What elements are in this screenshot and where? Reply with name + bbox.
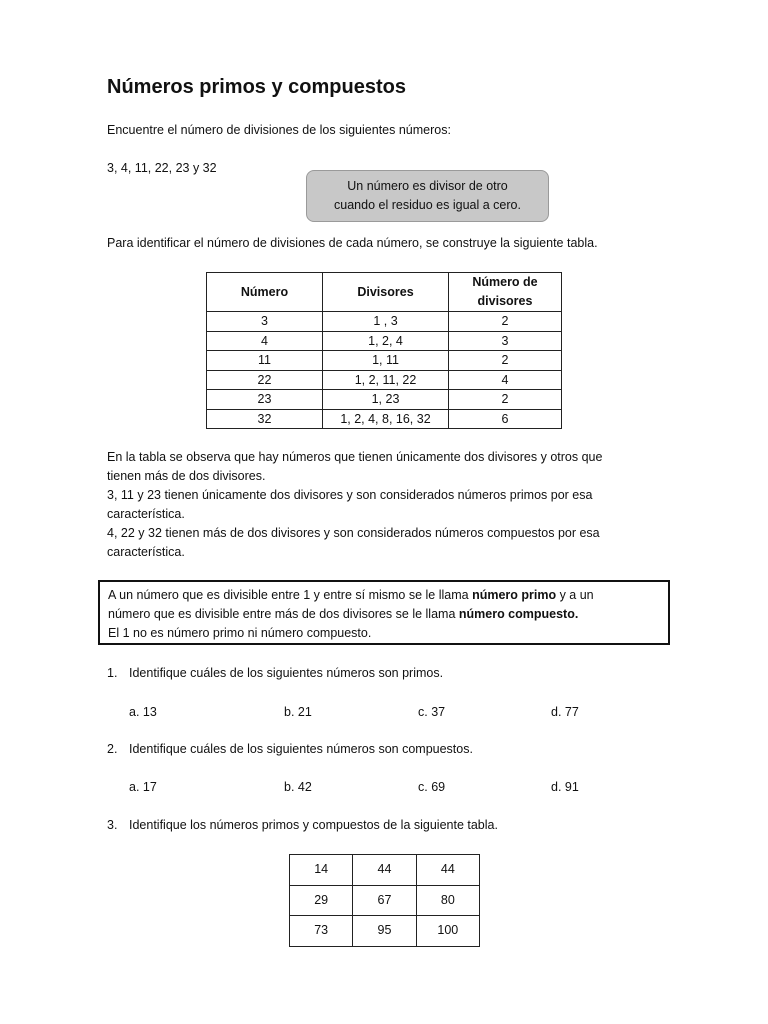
observation-line: tienen más de dos divisores.	[107, 469, 266, 483]
cell-count: 2	[449, 390, 562, 410]
question-text: Identifique cuáles de los siguientes números son compuestos.	[129, 742, 473, 756]
cell-number: 11	[207, 351, 323, 371]
cell-divisors: 1, 2, 11, 22	[323, 370, 449, 390]
option-d: d. 91	[551, 780, 579, 794]
cell-number: 32	[207, 409, 323, 429]
numbers-table	[289, 854, 480, 947]
number-cell: 95	[353, 916, 416, 947]
question-number: 1.	[107, 666, 118, 680]
cell-count: 2	[449, 351, 562, 371]
definition-text: A un número que es divisible entre 1 y entre sí mismo se le llama	[108, 588, 473, 602]
observation-line: característica.	[107, 507, 185, 521]
cell-number: 4	[207, 331, 323, 351]
header-numero-divisores	[449, 273, 562, 312]
question-3	[107, 816, 498, 835]
option-a: a. 17	[129, 780, 157, 794]
question-text: Identifique los números primos y compuestos de la siguiente tabla.	[129, 818, 498, 832]
cell-divisors: 1, 23	[323, 390, 449, 410]
table-row	[207, 370, 562, 390]
callout-line-1: Un número es divisor de otro	[347, 179, 508, 193]
observation-line: característica.	[107, 545, 185, 559]
number-cell: 67	[353, 885, 416, 916]
term-prime: número primo	[472, 588, 557, 602]
cell-divisors: 1, 11	[323, 351, 449, 371]
header-numero: Número	[207, 273, 323, 312]
definition-box	[98, 580, 670, 645]
numbers-list: 3, 4, 11, 22, 23 y 32	[107, 161, 217, 175]
cell-divisors: 1, 2, 4, 8, 16, 32	[323, 409, 449, 429]
question-text: Identifique cuáles de los siguientes números son primos.	[129, 666, 444, 680]
observation-paragraph	[107, 448, 667, 562]
observation-line: 3, 11 y 23 tienen únicamente dos divisores y son considerados números primos por esa	[107, 488, 593, 502]
table-row	[207, 409, 562, 429]
cell-count: 4	[449, 370, 562, 390]
definition-text: y a un	[556, 588, 594, 602]
table-row	[290, 855, 480, 886]
header-numero-divisores-text: Número de divisores	[472, 275, 538, 308]
option-d: d. 77	[551, 705, 579, 719]
number-cell: 44	[416, 855, 479, 886]
instruction-text: Encuentre el número de divisiones de los siguientes números:	[107, 123, 451, 137]
option-b: b. 42	[284, 780, 312, 794]
table-row	[290, 885, 480, 916]
definition-text: número que es divisible entre más de dos divisores se le llama	[108, 607, 459, 621]
term-composite: número compuesto.	[458, 607, 579, 621]
number-cell: 73	[290, 916, 353, 947]
table-header-row	[207, 273, 562, 312]
option-c: c. 37	[418, 705, 446, 719]
cell-number: 23	[207, 390, 323, 410]
table-row	[207, 312, 562, 332]
observation-line: En la tabla se observa que hay números que tienen únicamente dos divisores y otros que	[107, 450, 603, 464]
header-divisores: Divisores	[323, 273, 449, 312]
number-cell: 44	[353, 855, 416, 886]
definition-line-3: El 1 no es número primo ni número compuesto.	[108, 626, 372, 640]
question-2	[107, 740, 473, 759]
number-cell: 14	[290, 855, 353, 886]
cell-count: 3	[449, 331, 562, 351]
number-cell: 80	[416, 885, 479, 916]
definition-line-1	[108, 586, 660, 605]
option-c: c. 69	[418, 780, 446, 794]
cell-count: 6	[449, 409, 562, 429]
definition-line-2	[108, 605, 660, 624]
cell-divisors: 1, 2, 4	[323, 331, 449, 351]
option-a: a. 13	[129, 705, 157, 719]
divisors-table	[206, 272, 562, 429]
question-1	[107, 664, 443, 683]
cell-number: 22	[207, 370, 323, 390]
question-number: 3.	[107, 818, 118, 832]
observation-line: 4, 22 y 32 tienen más de dos divisores y son considerados números compuestos por esa	[107, 526, 600, 540]
table-row	[207, 390, 562, 410]
cell-count: 2	[449, 312, 562, 332]
divisor-callout	[306, 170, 549, 222]
table-row	[290, 916, 480, 947]
table-intro-text: Para identificar el número de divisiones de cada número, se construye la siguiente tabla.	[107, 236, 598, 250]
question-number: 2.	[107, 742, 118, 756]
cell-divisors: 1 , 3	[323, 312, 449, 332]
option-b: b. 21	[284, 705, 312, 719]
number-cell: 100	[416, 916, 479, 947]
page-title: Números primos y compuestos	[107, 76, 406, 98]
number-cell: 29	[290, 885, 353, 916]
callout-line-2: cuando el residuo es igual a cero.	[334, 198, 521, 212]
table-row	[207, 351, 562, 371]
table-row	[207, 331, 562, 351]
cell-number: 3	[207, 312, 323, 332]
